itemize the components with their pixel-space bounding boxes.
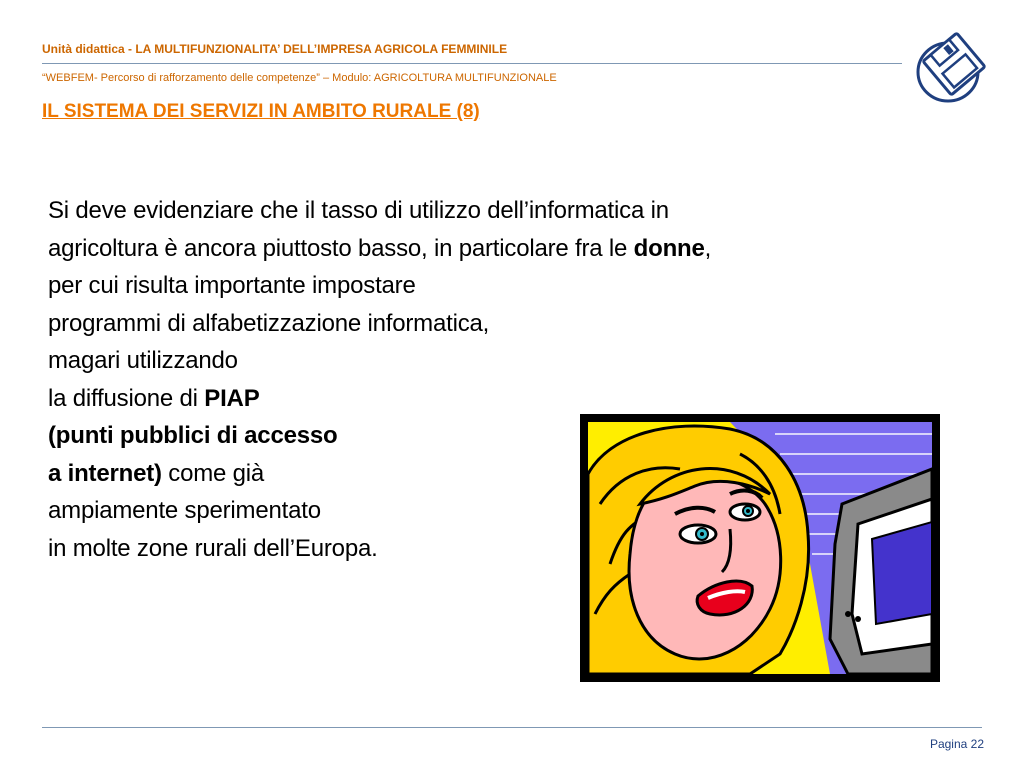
emphasis-piap-definition: (punti pubblici di accesso — [48, 422, 338, 449]
floppy-disk-icon — [910, 28, 990, 106]
emphasis-donne: donne — [633, 234, 705, 262]
body-line: magari utilizzando — [48, 347, 238, 374]
body-line: agricoltura è ancora piuttosto basso, in particolare fra le donne, — [48, 234, 712, 262]
emphasis-internet: a internet) — [48, 459, 162, 487]
body-line: programmi di alfabetizzazione informatica, — [48, 309, 490, 337]
body-line: in molte zone rurali dell’Europa. — [48, 534, 378, 562]
slide-title: IL SISTEMA DEI SERVIZI IN AMBITO RURALE (8) — [42, 101, 480, 122]
unit-title: - LA MULTIFUNZIONALITA’ DELL’IMPRESA AGRICOLA FEMMINILE — [128, 42, 508, 56]
body-line: per cui risulta importante impostare — [48, 272, 416, 299]
body-line: la diffusione di PIAP — [48, 384, 260, 412]
course-unit-header — [42, 42, 507, 56]
body-line: a internet) come già — [48, 459, 265, 487]
module-subheader: “WEBFEM- Percorso di rafforzamento delle competenze” – Modulo: AGRICOLTURA MULTIFUNZIONALE — [42, 72, 557, 84]
emphasis-piap: PIAP — [204, 384, 260, 412]
unit-label: Unità didattica — [42, 42, 129, 56]
footer-divider — [42, 727, 982, 728]
body-line: ampiamente sperimentato — [48, 497, 321, 524]
page-number: Pagina 22 — [929, 737, 984, 751]
body-line: Si deve evidenziare che il tasso di utilizzo dell’informatica in — [48, 197, 669, 224]
woman-at-computer-clipart — [580, 414, 940, 682]
header-divider — [42, 63, 902, 64]
